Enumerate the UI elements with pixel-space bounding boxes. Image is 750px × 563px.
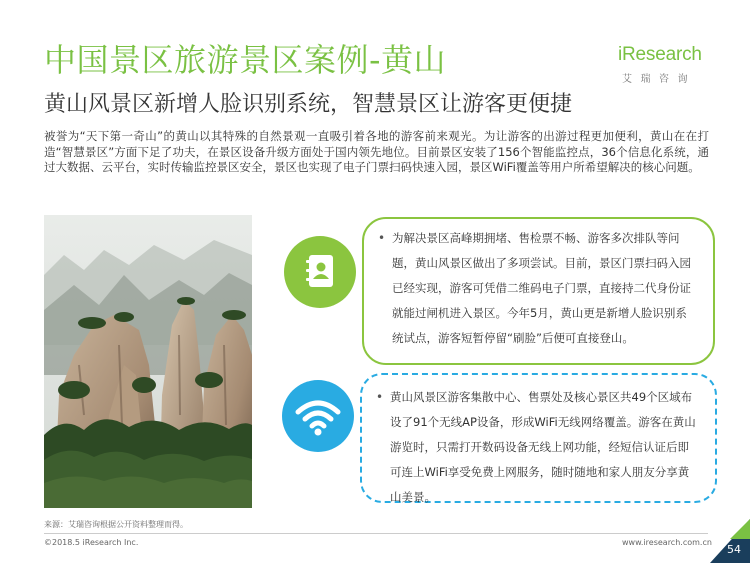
- contact-book-icon: [284, 236, 356, 308]
- face-recognition-card: [362, 217, 715, 365]
- source-note: 来源：艾瑞咨询根据公开资料整理而得。: [44, 520, 188, 529]
- huangshan-mountain-photo: [44, 215, 252, 508]
- logo-subtitle: 艾瑞咨询: [622, 74, 696, 85]
- wifi-icon: [282, 380, 354, 452]
- intro-paragraph: 被誉为“天下第一奇山”的黄山以其特殊的自然景观一直吸引着各地的游客前来观光。为让游客的出游过程更加便利，黄山在在打造“智慧景区”方面下足了功夫，在景区设备升级方面处于国内领先地位。目前景区安装了156个智能监控点，36个信息化系统，通过大数据、云平台，实时传输监控景区安全，景区也实现了电子门票扫码快速入园，景区WiFi覆盖等用户所希望解决的核心问题。: [44, 129, 709, 174]
- logo-name: iResearch: [618, 44, 702, 65]
- bullet-marker: •: [378, 231, 386, 245]
- copyright-text: ©2018.5 iResearch Inc.: [44, 538, 139, 547]
- corner-decoration: [710, 519, 750, 563]
- website-link[interactable]: www.iresearch.com.cn: [622, 538, 712, 547]
- wifi-coverage-card: [360, 373, 717, 503]
- footer-divider: [44, 533, 708, 534]
- iresearch-logo: [616, 44, 716, 86]
- bullet-marker: •: [376, 390, 384, 404]
- face-recognition-text: 为解决景区高峰期拥堵、售检票不畅、游客多次排队等问题，黄山风景区做出了多项尝试。目前，景区门票扫码入园已经实现，游客可凭借二维码电子门票，直接持二代身份证就能过闸机进入景区。今年5月，黄山更是新增人脸识别系统试点，游客短暂停留“刷脸”后便可直接登山。: [392, 231, 691, 345]
- page-title: 中国景区旅游景区案例-黄山: [44, 41, 447, 79]
- page-number: 54: [727, 543, 741, 556]
- wifi-icon-circle: [282, 380, 354, 452]
- contact-book-icon-circle: [284, 236, 356, 308]
- page-subtitle: 黄山风景区新增人脸识别系统，智慧景区让游客更便捷: [44, 92, 573, 117]
- wifi-coverage-text: 黄山风景区游客集散中心、售票处及核心景区共49个区域布设了91个无线AP设备，形成WiFi无线网络覆盖。游客在黄山游览时，只需打开数码设备无线上网功能，经短信认证后即可连上WiFi享受免费上网服务，随时随地和家人朋友分享黄山美景。: [390, 390, 696, 504]
